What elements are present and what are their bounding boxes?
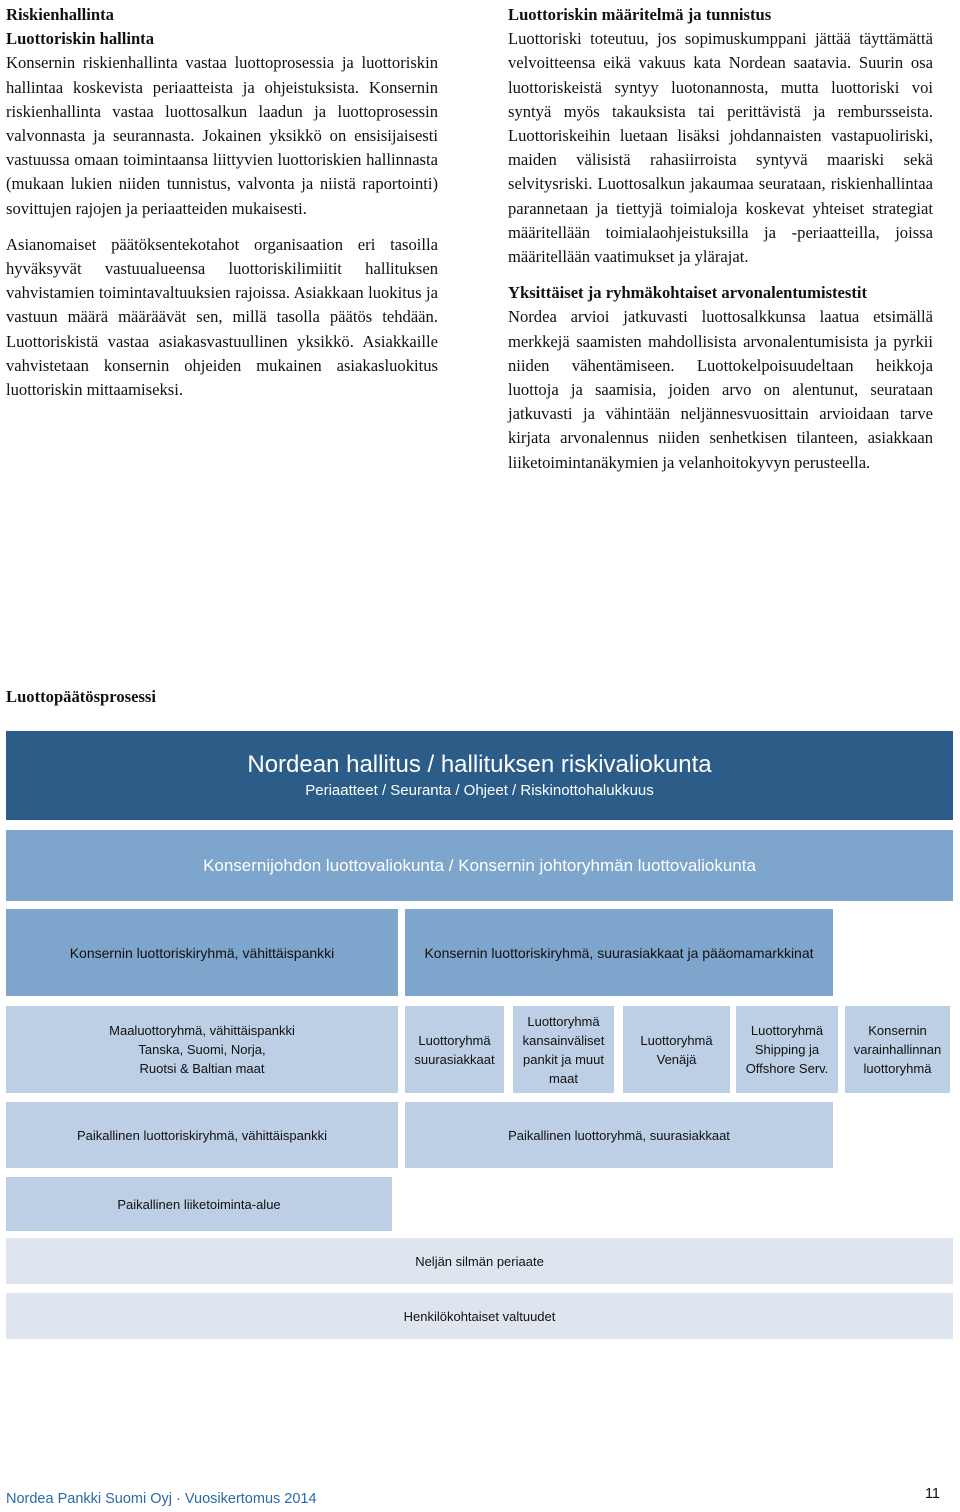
personal-mandates-box (6, 1293, 953, 1339)
four-eyes-label: Neljän silmän periaate (415, 1253, 544, 1269)
section-heading: Riskienhallinta (6, 5, 114, 24)
local-corporate-label: Paikallinen luottoryhmä, suurasiakkaat (508, 1127, 730, 1143)
subsection-heading: Yksittäiset ja ryhmäkohtaiset arvonalentumistestit (508, 283, 868, 303)
local-retail-box (6, 1102, 398, 1168)
local-corporate-box (405, 1102, 833, 1168)
box-line: luottoryhmä (863, 1061, 932, 1076)
paragraph: Luottoriski toteutuu, jos sopimuskumppani jättää täyttämättä velvoitteensa eikä vakuus kata Nordean saatavia. Suurin osa luottoriskeistä syntyy luotonannosta, mutta luottoriski voi syntyä myös takauksista tai perittävistä ja rembursseista. Luottoriskeihin luetaan lisäksi johdannaisten vastapuoliriski, maiden välisistä rahasiirroista syntyvä maariski sekä selvitysriski. Luottosalkun jakaumaa seurataan, riskienhallintaa parannetaan ja tiettyjä toimialoja koskevat yhteiset strategiat määritellään toimialaohjeistuksilla ja -periaatteilla, joissa määritellään vaatimukset ja ylärajat. (508, 29, 933, 267)
box-line: Ruotsi & Baltian maat (139, 1061, 265, 1076)
local-retail-label: Paikallinen luottoriskiryhmä, vähittäispankki (76, 1127, 327, 1143)
box-line: Luottoryhmä (527, 1013, 600, 1029)
retail-group-box (6, 909, 398, 996)
corporate-group-box (405, 1006, 504, 1093)
page-number: 11 (924, 1486, 940, 1502)
box-line: Venäjä (656, 1051, 697, 1067)
russia-group-box (623, 1006, 730, 1093)
paragraph: Asianomaiset päätöksentekotahot organisaation eri tasoilla hyväksyvät vastuualueensa luottoriskilimiitit hallituksen vahvistamien toimintavaltuuksien rajoissa. Asiakkaan luokitus ja vastuun määrä määräävät sen, millä tasolla päätös tehdään. Luottoriskistä vastaa asiakasvastuullinen yksikkö. Asiakkaille vahvistetaan konsernin ohjeiden mukainen asiakasluokitus luottoriskin mittaamiseksi. (6, 234, 438, 400)
board-subtitle: Periaatteet / Seuranta / Ohjeet / Riskinottohalukkuus (305, 781, 654, 799)
personal-mandates-label: Henkilökohtaiset valtuudet (403, 1308, 556, 1324)
footer-publisher: Nordea Pankki Suomi Oyj · Vuosikertomus 2014 (6, 1491, 317, 1507)
box-line: pankit ja muut (523, 1051, 604, 1067)
board-title: Nordean hallitus / hallituksen riskivaliokunta (247, 750, 712, 778)
wholesale-group-label: Konsernin luottoriskiryhmä, suurasiakkaat ja pääomamarkkinat (424, 944, 814, 961)
shipping-group-box (736, 1006, 838, 1093)
wealth-group-box (845, 1006, 950, 1093)
box-line: Maaluottoryhmä, vähittäispankki (109, 1023, 295, 1038)
local-business-label: Paikallinen liiketoiminta-alue (117, 1196, 281, 1212)
paragraph: Konsernin riskienhallinta vastaa luottoprosessia ja luottoriskin hallintaa koskevista periaatteista ja ohjeistuksista. Konsernin riskienhallinta vastaa luottosalkun laadun ja luottoprosessin valvonnasta ja seurannasta. Jokainen yksikkö on ensisijaisesti vastuussa omaan toimintaansa liittyvien luottoriskien hallinnasta (mukaan lukien niiden tunnistus, valvonta ja niistä raportointi) sovittujen rajojen ja periaatteiden mukaisesti. (6, 53, 438, 218)
group-committee-box (6, 830, 953, 901)
group-committee-label: Konsernijohdon luottovaliokunta / Konsernin johtoryhmän luottovaliokunta (203, 855, 756, 875)
country-group-box (6, 1006, 398, 1093)
box-line: Konsernin (868, 1023, 927, 1038)
box-line: suurasiakkaat (414, 1051, 495, 1067)
box-line: Offshore Serv. (745, 1061, 829, 1076)
box-line: Luottoryhmä (418, 1032, 491, 1048)
figure-title: Luottopäätösprosessi (6, 687, 156, 706)
box-line: varainhallinnan (853, 1042, 942, 1057)
board-box (6, 731, 953, 820)
right-column (508, 3, 933, 475)
box-line: Luottoryhmä (640, 1032, 713, 1048)
box-line: Luottoryhmä (750, 1023, 824, 1038)
box-line: kansainväliset (522, 1032, 605, 1048)
international-group-box (513, 1006, 614, 1093)
four-eyes-box (6, 1238, 953, 1284)
subsection-heading: Luottoriskin määritelmä ja tunnistus (508, 5, 772, 24)
box-line: Tanska, Suomi, Norja, (138, 1042, 266, 1057)
subsection-heading: Luottoriskin hallinta (6, 29, 154, 49)
paragraph: Nordea arvioi jatkuvasti luottosalkkunsa laatua etsimällä merkkejä saamisten mahdollisista arvonalentumisista ja pyrkii niiden vähentämiseen. Luottokelpoisuudeltaan heikkoja luottoja ja saamisia, joiden arvo on alentunut, seurataan jatkuvasti ja vähintään neljännesvuosittain arvioidaan tarve kirjata arvonalennus niiden senhetkisen tilanteen, asiakkaan liiketoimintanäkymien ja velanhoitokyvyn perusteella. (508, 307, 933, 472)
local-business-box (6, 1177, 392, 1231)
left-column (6, 3, 438, 402)
box-line: maat (549, 1070, 578, 1086)
wholesale-group-box (405, 909, 833, 996)
box-line: Shipping ja (754, 1042, 820, 1057)
retail-group-label: Konsernin luottoriskiryhmä, vähittäispankki (69, 944, 335, 961)
